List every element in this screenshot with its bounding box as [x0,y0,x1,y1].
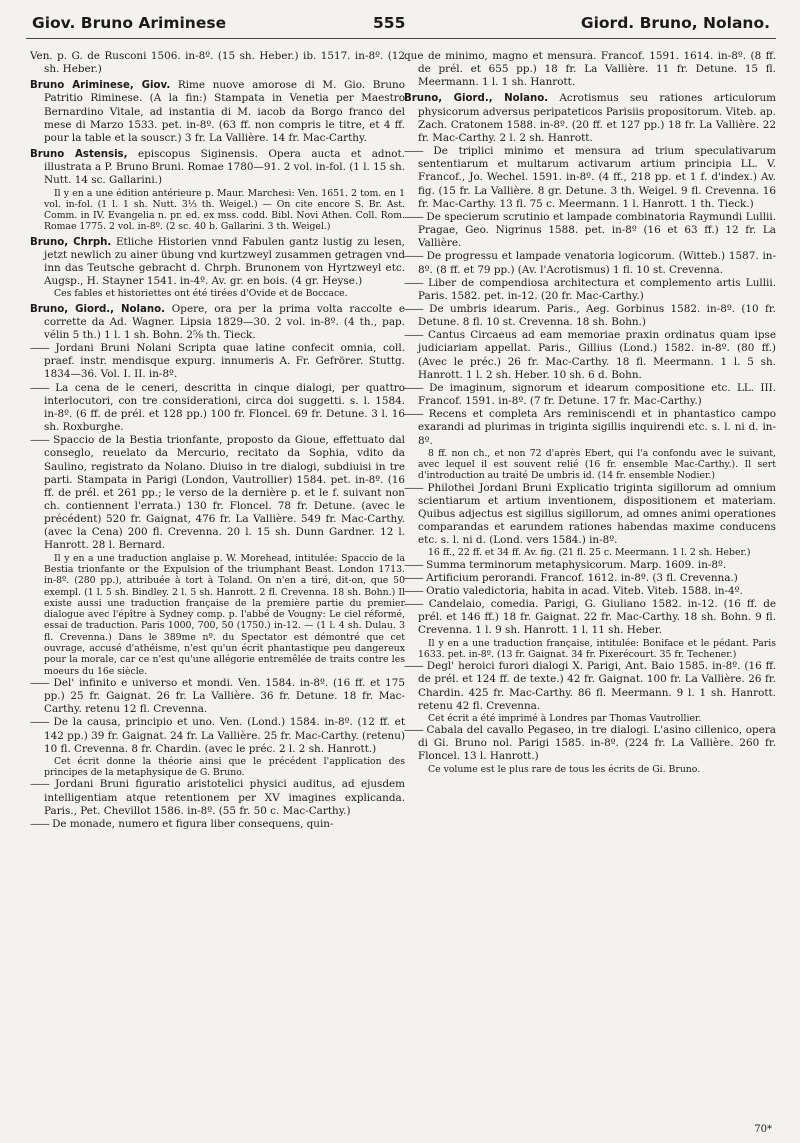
catalog-subentry [404,559,776,572]
entry-text: Cabala del cavallo Pegaseo, in tre dialogi. L'asino cillenico, opera di Gi. Bruno nol. Parigi 1585. in-8º. (224 fr. La Vallière. 260 fr. Floncel. 13 l. Hanrott.) [418,724,776,763]
ditto-dash: —— [404,408,423,421]
catalog-subentry [404,408,776,447]
entry-note [418,713,776,724]
entry-author: Bruno Ariminese, Giov. [30,80,171,92]
ditto-dash: —— [404,276,423,289]
ditto-dash: —— [404,210,423,223]
entry-text: De umbris idearum. Paris., Aeg. Gorbinus 1582. in-8º. (10 fr. Detune. 8 fl. 10 st. Crevenna. 18 sh. Bohn.) [418,302,776,329]
note-text: Ces fables et historiettes ont été tirées d'Ovide et de Boccace. [54,288,348,300]
entry-note [44,553,405,677]
catalog-subentry [30,677,405,716]
catalog-subentry [404,50,776,89]
ditto-dash: —— [404,329,423,342]
catalog-subentry [30,50,405,76]
entry-note [44,756,405,779]
catalog-entry [30,79,405,145]
entry-text: Jordani Bruni Nolani Scripta quae latine confecit omnia, coll. praef. instr. mendisque expurg. innumeris A. Fr. Gefrörer. Stuttg. 1834—36. Vol. I. II. in-8º. [44,342,405,381]
entry-text: De progressu et lampade venatoria logicorum. (Witteb.) 1587. in-8º. (8 ff. et 79 pp.) (Av. l'Acrotismus) 1 fl. 10 st. Crevenna. [418,250,776,276]
catalog-subentry [30,342,405,381]
ditto-dash: —— [404,584,423,597]
ditto-dash: —— [30,342,49,355]
entry-text: Cantus Circaeus ad eam memoriae praxin ordinatus quam ipse judiciariam appellat. Paris., Gillius (Lond.) 1582. in-8º. (80 ff.) (Avec le préc.) 26 fr. Mac-Carthy. 18 fl. Meermann. 1 l. 5 sh. Hanrott. 1 l. 2 sh. Heber. 10 sh. 6 d. Bohn. [418,329,776,381]
catalog-subentry [30,778,405,817]
note-text: Il y en a une traduction française, intitulée: Boniface et le pédant. Paris 1633. pet. in-8º. (13 fr. Gaignat. 34 fr. Pixerécourt. 35 fr. Techener.) [418,637,776,660]
catalog-subentry [404,250,776,276]
ditto-dash: —— [404,145,423,158]
ditto-dash: —— [30,778,49,791]
entry-text: De triplici minimo et mensura ad trium speculativarum sententiarum et multarum activarum artium principia LL. V. Francof., Jo. Wechel. 1591. in-8º. (4 ff., 218 pp. et 1 f. d'index.) Av. fig. (15 fr. La Vallière. 8 gr. Detune. 3 th. Weigel. 9 fl. Crevenna. 16 fr. Mac-Carthy. 13 fl. 75 c. Meermann. 1 l. Hanrott. 1 th. Tieck.) [418,145,776,210]
catalog-subentry [404,660,776,713]
ditto-dash: —— [404,481,423,494]
note-text: Cet écrit donne la théorie ainsi que le précédent l'application des principes de la metaphysique de G. Bruno. [44,755,405,779]
ditto-dash: —— [404,381,423,394]
catalog-subentry [30,716,405,755]
running-header [26,14,776,39]
catalog-subentry [404,145,776,211]
entry-text: Spaccio de la Bestia trionfante, proposto da Gioue, effettuato dal conseglo, reuelato da Mercurio, recitato da Sophia, vdito da Saulino, registrato da Nolano. Diuiso in tre dialogi, subdiuisi in tre parti. Stampata in Parigi (London, Vautrollier) 1584. pet. in-8º. (16 ff. de prél. et 261 pp.; le verso de la dernière p. et le f. suivant non ch. contiennent l'errata.) 130 fr. Floncel. 78 fr. Detune. (avec le précédent) 520 fr. Gaignat, 476 fr. La Vallière. 549 fr. Mac-Carthy. (avec la Cena) 200 fl. Crevenna. 20 l. 15 sh. Dunn Gardner. 12 l. Hanrott. 28 l. Bernard. [44,434,405,552]
entry-note [44,188,405,233]
note-text: 16 ff., 22 ff. et 34 ff. Av. fig. (21 fl. 25 c. Meermann. 1 l. 2 sh. Heber.) [428,547,751,559]
entry-text: De imaginum, signorum et idearum compositione etc. LL. III. Francof. 1591. in-8º. (7 fr. Detune. 17 fr. Mac-Carthy.) [418,381,776,408]
entry-text: Recens et completa Ars reminiscendi et in phantastico campo exarandi ad plurimas in triginta sigillis inquirendi etc. s. l. ni d. in-8º. [418,408,776,447]
catalog-subentry [404,277,776,303]
entry-text: Degl' heroici furori dialogi X. Parigi, Ant. Baio 1585. in-8º. (16 ff. de prél. et 124 ff. de texte.) 42 fr. Gaignat. 100 fr. La Vallière. 26 fr. Chardin. 425 fr. Mac-Carthy. 86 fl. Meermann. 9 l. 1 sh. Hanrott. retenu 42 fl. Crevenna. [418,660,776,712]
catalog-subentry [404,382,776,408]
ditto-dash: —— [404,250,423,263]
ditto-dash: —— [404,571,423,584]
entry-text: La cena de le ceneri, descritta in cinque dialogi, per quattro interlocutori, con tre considerationi, circa doi suggetti. s. l. 1584. in-8º. (6 ff. de prél. et 128 pp.) 100 fr. Floncel. 69 fr. Detune. 3 l. 16 sh. Roxburghe. [44,381,405,434]
catalog-subentry [30,434,405,552]
catalog-entry [30,148,405,187]
catalog-subentry [30,382,405,435]
catalog-entry [30,303,405,342]
entry-text: Ven. p. G. de Rusconi 1506. in-8º. (15 sh. Heber.) ib. 1517. in-8º. (12 sh. Heber.) [30,50,405,76]
entry-text: Opere, ora per la prima volta raccolte e corrette da Ad. Wagner. Lipsia 1829—30. 2 vol. in-8º. (4 th., pap. vélin 5 th.) 1 l. 1 sh. Bohn. 2⅝ th. Tieck. [44,302,405,341]
entry-note [418,547,776,558]
entry-author: Bruno, Giord., Nolano. [30,303,166,315]
entry-text: Oratio valedictoria, habita in acad. Viteb. Viteb. 1588. in-4º. [422,584,743,597]
entry-author: Bruno, Chrph. [30,236,112,248]
ditto-dash: —— [30,817,49,830]
catalog-subentry [404,724,776,763]
signature-mark: 70* [754,1124,772,1135]
entry-text: Candelaio, comedia. Parigi, G. Giuliano 1582. in-12. (16 ff. de prél. et 146 ff.) 18 fr. Gaignat. 22 fr. Mac-Carthy. 18 sh. Bohn. 9 fl. Crevenna. 1 l. 9 sh. Hanrott. 1 l. 11 sh. Heber. [418,598,776,637]
entry-text: Del' infinito e universo et mondi. Ven. 1584. in-8º. (16 ff. et 175 pp.) 25 fr. Gaignat. 26 fr. La Vallière. 36 fr. Detune. 18 fr. Mac-Carthy. retenu 12 fl. Crevenna. [44,676,405,716]
catalog-subentry [404,585,776,598]
note-text: Ce volume est le plus rare de tous les écrits de Gi. Bruno. [428,763,701,775]
entry-text: que de minimo, magno et mensura. Francof. 1591. 1614. in-8º. (8 ff. de prél. et 655 pp.) 18 fr. La Vallière. 11 fr. Detune. 15 fl. Meermann. 1 l. 1 sh. Hanrott. [404,50,776,89]
catalog-subentry [404,211,776,250]
catalog-subentry [30,818,405,831]
ditto-dash: —— [404,724,423,737]
entry-text: De monade, numero et figura liber consequens, quin- [48,817,334,830]
entry-text: De specierum scrutinio et lampade combinatoria Raymundi Lullii. Pragae, Geo. Nigrinus 1588. pet. in-8º (16 et 63 ff.) 12 fr. La Vallière. [418,210,776,250]
entry-text: Liber de compendiosa architectura et complemento artis Lullii. Paris. 1582. pet. in-12. (20 fr. Mac-Carthy.) [418,276,776,302]
catalog-subentry [404,598,776,637]
catalog-entry [404,92,776,145]
ditto-dash: —— [30,381,49,394]
note-text: 8 ff. non ch., et non 72 d'après Ebert, qui l'a confondu avec le suivant, avec lequel il est souvent relié (16 fr. ensemble Mac-Carthy.). Il sert d'introduction au traité De umbris id. (14 fr. ensemble Nodier.) [418,447,776,482]
ditto-dash: —— [30,716,49,729]
catalog-subentry [404,303,776,329]
ditto-dash: —— [30,676,49,689]
header-right: Giord. Bruno, Nolano. [580,14,770,32]
entry-author: Bruno, Giord., Nolano. [404,93,549,105]
entry-author: Bruno Astensis, [30,149,128,161]
entry-note [418,638,776,661]
entry-text: Etliche Historien vnnd Fabulen gantz lustig zu lesen, jetzt newlich zu ainer übung vnd kurtzweyl zusammen getragen vnd inn das Teutsche gebracht d. Chrph. Brunonem von Hyrtzweyl etc. Augsp., H. Stayner 1541. in-4º. Av. gr. en bois. (4 gr. Heyse.) [44,235,405,288]
right-column [404,50,776,775]
ditto-dash: —— [30,434,49,447]
entry-text: Jordani Bruni figuratio aristotelici physici auditus, ad ejusdem intelligentiam atque retentionem per XV imagines explicanda. Paris., Pet. Chevillot 1586. in-8º. (55 fr. 50 c. Mac-Carthy.) [44,778,405,817]
entry-text: De la causa, principio et uno. Ven. (Lond.) 1584. in-8º. (12 ff. et 142 pp.) 39 fr. Gaignat. 24 fr. La Vallière. 25 fr. Mac-Carthy. (retenu) 10 fl. Crevenna. 8 fr. Chardin. (avec le préc. 2 l. 2 sh. Hanrott.) [44,716,405,755]
page-number: 555 [373,14,406,32]
entry-text: Rime nuove amorose di M. Gio. Bruno Patritio Riminese. (A la fin:) Stampata in Venetia per Maestro Bernardino Vitale, ad instantia di M. iacob da Borgo franco del mese di Marzo 1533. pet. in-8º. (63 ff. non compris le titre, et 4 ff. pour la table et la souscr.) 3 fr. La Vallière. 14 fr. Mac-Carthy. [44,79,405,144]
catalog-subentry [404,482,776,548]
entry-note [44,288,405,299]
catalog-subentry [404,572,776,585]
header-left: Giov. Bruno Ariminese [32,14,227,32]
entry-text: episcopus Siginensis. Opera aucta et adnot. illustrata a P. Bruno Bruni. Romae 1780—91. 2 vol. in-fol. (1 l. 15 sh. Nutt. 14 sc. Gallarini.) [44,148,406,187]
catalog-subentry [404,329,776,382]
entry-text: Artificium perorandi. Francof. 1612. in-8º. (3 fl. Crevenna.) [422,571,738,584]
note-text: Cet écrit a été imprimé à Londres par Thomas Vautrollier. [428,712,702,724]
ditto-dash: —— [404,302,423,315]
catalog-entry [30,236,405,289]
ditto-dash: —— [404,558,423,571]
entry-note [418,448,776,482]
entry-text: Acrotismus seu rationes articulorum physicorum adversus peripateticos Parisiis propositorum. Viteb. ap. Zach. Cratonem 1588. in-8º. (20 ff. et 127 pp.) 18 fr. La Vallière. 22 fr. Mac-Carthy. 2 l. 2 sh. Hanrott. [418,92,776,144]
entry-text: Philothei Jordani Bruni Explicatio triginta sigillorum ad omnium scientiarum et artium inventionem, dispositionem et materiam. Quibus adjectus est sigillus sigillorum, ad omnes animi operationes comparandas et earundem rationes habendas maxime conducens etc. s. l. ni d. (Lond. vers 1584.) in-8º. [418,481,776,547]
note-text: Il y en a une édition antérieure p. Maur. Marchesi: Ven. 1651. 2 tom. en 1 vol. in-fol. (1 l. 1 sh. Nutt. 3⅓ th. Weigel.) — On cite encore S. Br. Ast. Comm. in IV. Evangelia n. pr. ed. ex mss. codd. Bibl. Novi Athen. Coll. Rom. Romae 1775. 2 vol. in-8º. (2 sc. 40 b. Gallarini. 3 th. Weigel.) [44,187,405,233]
ditto-dash: —— [404,660,423,673]
entry-note [418,764,776,775]
ditto-dash: —— [404,598,423,611]
note-text: Il y en a une traduction anglaise p. W. Morehead, intitulée: Spaccio de la Bestia trionfante or the Expulsion of the triumphant Beast. London 1713. in-8º. (280 pp.), attribuée à tort à Toland. On n'en a tiré, dit-on, que 50 exempl. (1 l. 5 sh. Bindley. 2 l. 5 sh. Hanrott. 2 fl. Crevenna. 18 sh. Bohn.) Il existe aussi une traduction française de la première partie du premier dialogue avec l'épître à Sydney comp. p. l'abbé de Vougny: Le ciel réformé, essai de traduction. Paris 1000, 700, 50 (1750.) in-12. — (1 l. 4 sh. Dulau. 3 fl. Crevenna.) Dans le 389me nº. du Spectator est démontré que cet ouvrage, accusé d'athéisme, n'est qu'un écrit phantastique peu dangereux pour la morale, car ce n'est qu'une allégorie entremêlée de traits contre les moeurs du 16e siècle. [44,552,405,677]
entry-text: Summa terminorum metaphysicorum. Marp. 1609. in-8º. [422,558,727,571]
left-column [30,50,405,831]
